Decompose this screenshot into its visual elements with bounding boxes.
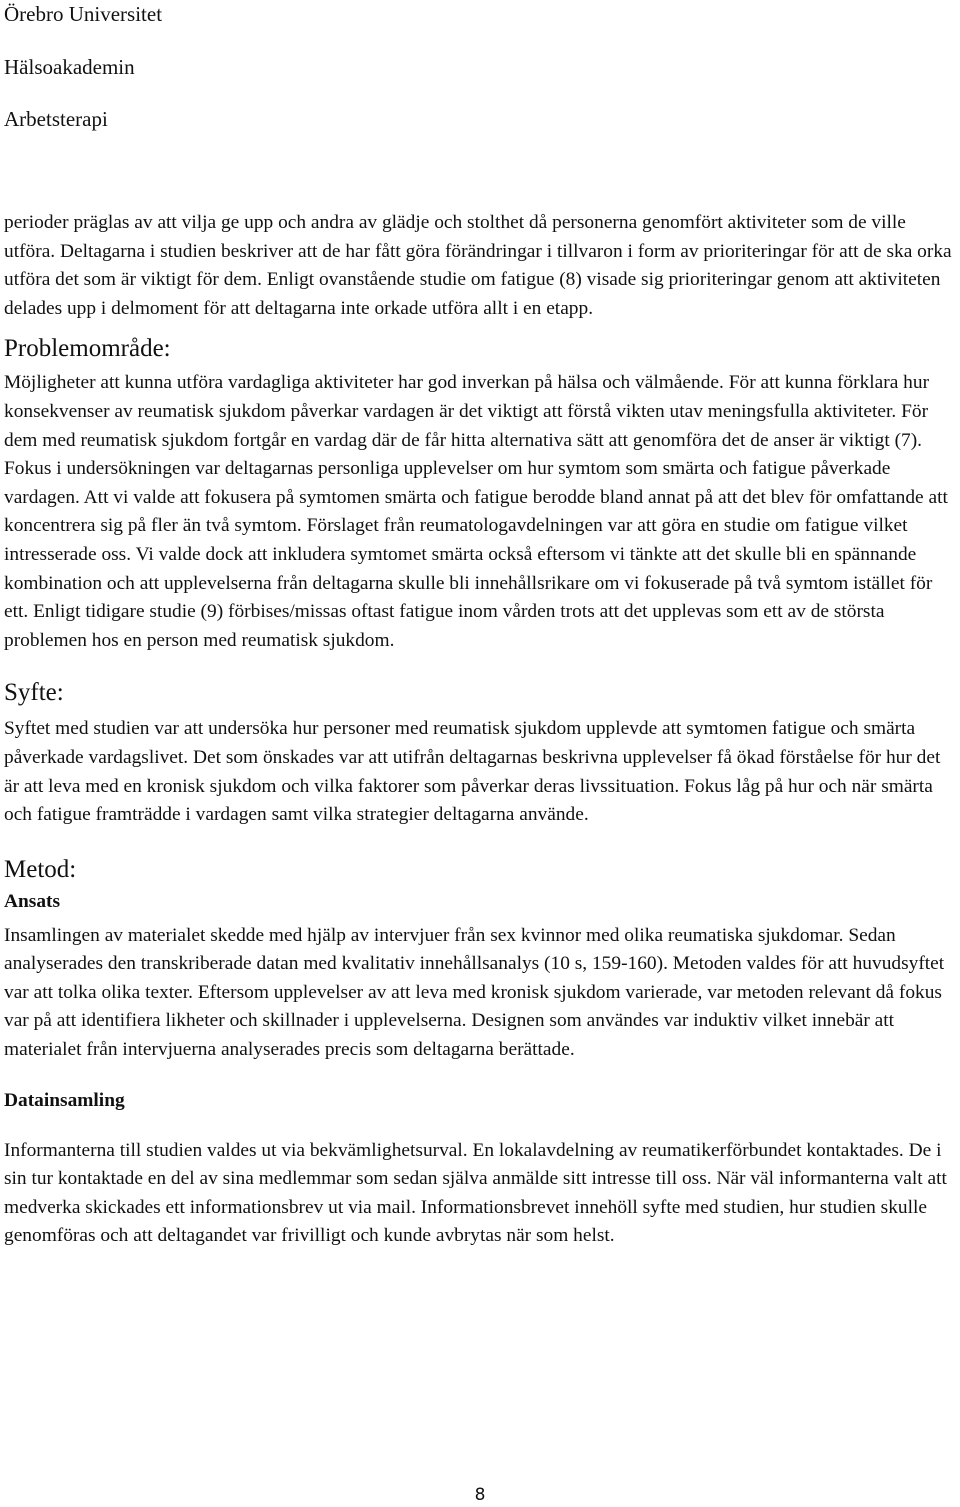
- page-number: 8: [474, 1485, 486, 1505]
- datainsamling-paragraph: Informanterna till studien valdes ut via bekvämlighetsurval. En lokalavdelning av reumatikerförbundet kontaktades. De i sin tur kontaktade en del av sina medlemmar som sedan själva anmälde sitt intresse till oss. När väl informanterna valt att medverka skickades ett informationsbrev ut via mail. Informationsbrevet innehöll syfte med studien, hur studien skulle genomföras och att deltagandet var frivilligt och kunde avbrytas när som helst.: [4, 1139, 947, 1247]
- university-name: Örebro Universitet: [4, 2, 163, 26]
- document-body: [4, 209, 956, 1251]
- ansats-heading: Ansats: [4, 890, 61, 912]
- datainsamling-heading: Datainsamling: [4, 1089, 125, 1111]
- syfte-heading: Syfte:: [4, 679, 64, 707]
- problem-paragraph: Möjligheter att kunna utföra vardagliga aktiviteter har god inverkan på hälsa och välmående. För att kunna förklara hur konsekvenser av reumatisk sjukdom påverkar vardagen är det viktigt att förstå vikten utav meningsfulla aktiviteter. För dem med reumatisk sjukdom fortgår en vardag där de får hitta alternativa sätt att genomföra det de anser är viktigt (7). Fokus i undersökningen var deltagarnas personliga upplevelser om hur symtom som smärta och fatigue påverkade vardagen. Att vi valde att fokusera på symtomen smärta och fatigue berodde bland annat på att det blev för omfattande att koncentrera sig på fler än två symtom. Förslaget från reumatologavdelningen var att göra en studie om fatigue vilket intresserade oss. Vi valde dock att inkludera symtomet smärta också eftersom vi tänkte att det skulle bli en spännande kombination och att upplevelserna från deltagarna skulle bli innehållsrikare om vi fokuserade på två symtom istället för ett. Enligt tidigare studie (9) förbises/missas oftast fatigue inom vården trots att det upplevas som ett av de största problemen hos en person med reumatisk sjukdom.: [4, 372, 948, 651]
- metod-heading: Metod:: [4, 855, 77, 883]
- problem-heading: Problemområde:: [4, 335, 171, 363]
- intro-paragraph: perioder präglas av att vilja ge upp och andra av glädje och stolthet då personerna genomfört aktiviteter som de ville utföra. Deltagarna i studien beskriver att de har fått göra förändringar i tillvaron i form av prioriteringar för att de ska orka utföra det som är viktigt för dem. Enligt ovanstående studie om fatigue (8) visade sig prioriteringar genom att aktiviteten delades upp i delmoment för att deltagarna inte orkade utföra allt i en etapp.: [4, 212, 952, 319]
- department-name: Arbetsterapi: [4, 107, 108, 131]
- syfte-paragraph: Syftet med studien var att undersöka hur personer med reumatisk sjukdom upplevde att symtomen fatigue och smärta påverkade vardagslivet. Det som önskades var att utifrån deltagarnas beskrivna upplevelser få ökad förståelse för hur det är att leva med en kronisk sjukdom och vilka faktorer som påverkar deras livssituation. Fokus låg på hur och när smärta och fatigue framträdde i vardagen samt vilka strategier deltagarna använde.: [4, 718, 941, 826]
- ansats-paragraph: Insamlingen av materialet skedde med hjälp av intervjuer från sex kvinnor med olika reumatiska sjukdomar. Sedan analyserades den transkriberade datan med kvalitativ innehållsanalys (10 s, 159-160). Metoden valdes för att huvudsyftet var att tolka olika texter. Eftersom upplevelser av att leva med kronisk sjukdom varierade, var metoden relevant då fokus var på att identifiera likheter och skillnader i upplevelserna. Designen som användes var induktiv vilket innebär att materialet från intervjuerna analyserades precis som deltagarna berättade.: [4, 924, 945, 1061]
- academy-name: Hälsoakademin: [4, 55, 135, 79]
